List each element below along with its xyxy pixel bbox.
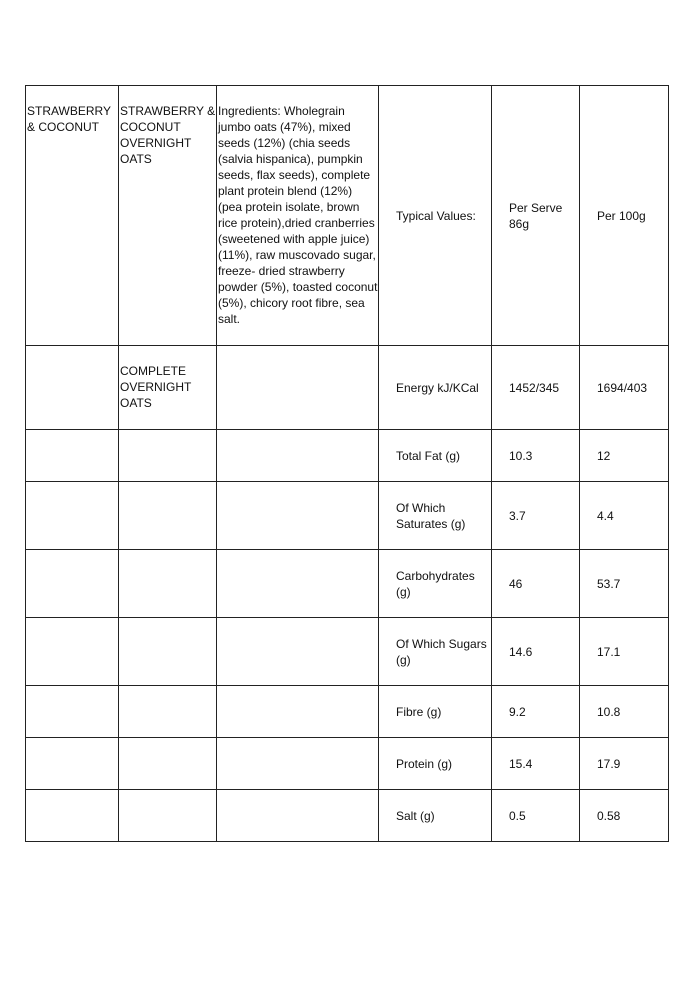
empty-cell (217, 430, 379, 482)
empty-cell (26, 550, 119, 618)
empty-cell (217, 618, 379, 686)
per-100g-value: 4.4 (580, 482, 669, 550)
nutrient-label: Fibre (g) (379, 686, 492, 738)
empty-cell (217, 790, 379, 842)
table-row (26, 686, 669, 738)
table-header-row (26, 86, 669, 346)
empty-cell (217, 346, 379, 430)
table-row (26, 430, 669, 482)
per-serve-value: 46 (492, 550, 580, 618)
per-100g-value: 12 (580, 430, 669, 482)
nutrition-table (25, 85, 669, 842)
per-serve-header: Per Serve 86g (492, 86, 580, 346)
empty-cell (217, 550, 379, 618)
per-serve-value: 15.4 (492, 738, 580, 790)
empty-cell (217, 686, 379, 738)
empty-cell (217, 738, 379, 790)
table-row (26, 550, 669, 618)
empty-cell (119, 738, 217, 790)
per-100g-value: 17.9 (580, 738, 669, 790)
empty-cell (119, 618, 217, 686)
table-row (26, 738, 669, 790)
per-100g-value: 1694/403 (580, 346, 669, 430)
empty-cell (119, 482, 217, 550)
per-100g-value: 53.7 (580, 550, 669, 618)
per-100g-value: 0.58 (580, 790, 669, 842)
per-serve-value: 3.7 (492, 482, 580, 550)
per-serve-value: 14.6 (492, 618, 580, 686)
empty-cell (26, 618, 119, 686)
nutrient-label: Salt (g) (379, 790, 492, 842)
per-100g-value: 17.1 (580, 618, 669, 686)
product-short-name: STRAWBERRY & COCONUT (26, 86, 119, 346)
product-subtitle: COMPLETE OVERNIGHT OATS (119, 346, 217, 430)
table-row (26, 790, 669, 842)
empty-cell (119, 550, 217, 618)
empty-cell (26, 482, 119, 550)
per-serve-value: 9.2 (492, 686, 580, 738)
per-serve-value: 0.5 (492, 790, 580, 842)
per-serve-value: 10.3 (492, 430, 580, 482)
empty-cell (26, 346, 119, 430)
nutrient-label: Total Fat (g) (379, 430, 492, 482)
per-serve-value: 1452/345 (492, 346, 580, 430)
nutrient-label: Energy kJ/KCal (379, 346, 492, 430)
nutrient-label: Of Which Sugars (g) (379, 618, 492, 686)
per-100g-value: 10.8 (580, 686, 669, 738)
nutrient-label: Carbohydrates (g) (379, 550, 492, 618)
nutrient-label: Protein (g) (379, 738, 492, 790)
empty-cell (26, 686, 119, 738)
ingredients-text: Ingredients: Wholegrain jumbo oats (47%), mixed seeds (12%) (chia seeds (salvia hispanica), pumpkin seeds, flax seeds), complete plant protein blend (12%) (pea protein isolate, brown rice protein),dried cranberries (sweetened with apple juice) (11%), raw muscovado sugar, freeze- dried strawberry powder (5%), toasted coconut (5%), chicory root fibre, sea salt. (217, 86, 379, 346)
product-full-name: STRAWBERRY & COCONUT OVERNIGHT OATS (119, 86, 217, 346)
empty-cell (26, 738, 119, 790)
table-row (26, 346, 669, 430)
table-row (26, 482, 669, 550)
typical-values-label: Typical Values: (379, 86, 492, 346)
empty-cell (119, 790, 217, 842)
empty-cell (119, 686, 217, 738)
empty-cell (217, 482, 379, 550)
empty-cell (119, 430, 217, 482)
empty-cell (26, 790, 119, 842)
empty-cell (26, 430, 119, 482)
per-100g-header: Per 100g (580, 86, 669, 346)
nutrient-label: Of Which Saturates (g) (379, 482, 492, 550)
table-row (26, 618, 669, 686)
